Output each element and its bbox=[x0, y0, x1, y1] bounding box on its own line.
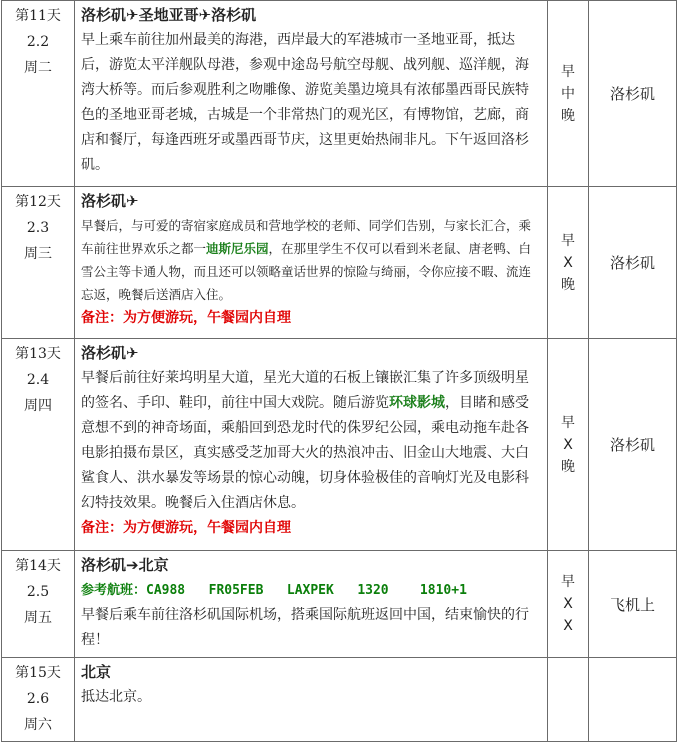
meal-breakfast: 早 bbox=[561, 63, 575, 80]
meal-dinner: X bbox=[563, 618, 573, 634]
day-label: 第13天 bbox=[15, 346, 61, 362]
day-cell bbox=[2, 551, 75, 658]
table-row bbox=[2, 187, 677, 339]
meals-cell bbox=[548, 1, 589, 187]
weekday: 周六 bbox=[24, 717, 52, 733]
description-part-a: 早餐后前往好莱坞明星大道，星光大道的石板上镶嵌汇集了许多顶级明星的签名、手印、鞋印，前往中国大戏院。随后游览 bbox=[81, 370, 529, 411]
route-title: 洛杉矶✈ bbox=[81, 344, 139, 362]
meals-cell bbox=[548, 658, 589, 742]
weekday: 周二 bbox=[24, 60, 52, 76]
meals-cell bbox=[548, 187, 589, 339]
meal-lunch: X bbox=[563, 596, 573, 612]
description-part-b: ，在那里学生不仅可以看到米老鼠、唐老鸭、白雪公主等卡通人物，而且还可以领略童话世界的惊险与绮丽，令你应接不暇、流连忘返，晚餐后送酒店入住。 bbox=[81, 241, 532, 302]
content-cell bbox=[75, 1, 548, 187]
hotel-cell: 洛杉矶 bbox=[589, 187, 677, 339]
content-cell bbox=[75, 658, 548, 742]
flight-info: 参考航班：CA988 FR05FEB LAXPEK 1320 1810+1 bbox=[81, 583, 467, 598]
meal-dinner: 晚 bbox=[561, 107, 575, 124]
description-part-a: 早餐后，与可爱的寄宿家庭成员和营地学校的老师、同学们告别，与家长汇合，乘车前往世界欢乐之都一 bbox=[81, 218, 532, 256]
content-cell bbox=[75, 551, 548, 658]
description bbox=[81, 366, 541, 516]
hotel-cell: 飞机上 bbox=[589, 551, 677, 658]
meal-breakfast: 早 bbox=[561, 414, 575, 431]
table-row bbox=[2, 339, 677, 551]
meal-dinner: 晚 bbox=[561, 458, 575, 475]
day-label: 第12天 bbox=[15, 194, 61, 210]
content-cell bbox=[75, 339, 548, 551]
content-cell bbox=[75, 187, 548, 339]
day-cell bbox=[2, 187, 75, 339]
table-row bbox=[2, 1, 677, 187]
description: 抵达北京。 bbox=[81, 689, 151, 705]
meals-cell bbox=[548, 551, 589, 658]
description-part-b: ，目睹和感受意想不到的神奇场面，乘船回到恐龙时代的侏罗纪公园，乘电动拖车赴各电影拍摄布景区，真实感受芝加哥大火的热浪冲击、旧金山大地震、大白鲨食人、洪水暴发等场景的惊心动魄，切身体验极佳的音响灯光及电影科幻特技效果。晚餐后入住酒店休息。 bbox=[81, 395, 529, 511]
date: 2.5 bbox=[26, 584, 50, 600]
weekday: 周五 bbox=[24, 610, 52, 626]
meals-cell bbox=[548, 339, 589, 551]
route-title: 洛杉矶➔北京 bbox=[81, 556, 169, 574]
note: 备注：为方便游玩，午餐园内自理 bbox=[81, 520, 291, 536]
day-label: 第15天 bbox=[15, 665, 61, 681]
route-title: 洛杉矶✈圣地亚哥✈洛杉矶 bbox=[81, 6, 257, 24]
itinerary-table bbox=[1, 0, 677, 742]
weekday: 周四 bbox=[24, 398, 52, 414]
highlight-attraction: 环球影城 bbox=[389, 395, 445, 411]
date: 2.2 bbox=[26, 34, 50, 50]
day-cell bbox=[2, 339, 75, 551]
highlight-attraction: 迪斯尼乐园 bbox=[206, 241, 269, 256]
table-row bbox=[2, 551, 677, 658]
date: 2.3 bbox=[26, 220, 50, 236]
meal-lunch: X bbox=[563, 254, 573, 271]
weekday: 周三 bbox=[24, 246, 52, 262]
date: 2.6 bbox=[26, 691, 50, 707]
day-cell bbox=[2, 658, 75, 742]
meal-breakfast: 早 bbox=[561, 574, 575, 590]
date: 2.4 bbox=[26, 372, 50, 388]
meal-breakfast: 早 bbox=[561, 232, 575, 249]
meal-lunch: X bbox=[563, 436, 573, 453]
route-title: 洛杉矶✈ bbox=[81, 192, 139, 210]
route-title: 北京 bbox=[81, 663, 112, 681]
hotel-cell: 洛杉矶 bbox=[589, 339, 677, 551]
day-cell bbox=[2, 1, 75, 187]
description bbox=[81, 214, 541, 306]
meal-dinner: 晚 bbox=[561, 276, 575, 293]
hotel-cell: 洛杉矶 bbox=[589, 1, 677, 187]
day-label: 第14天 bbox=[15, 558, 61, 574]
table-row bbox=[2, 658, 677, 742]
hotel-cell bbox=[589, 658, 677, 742]
meal-lunch: 中 bbox=[561, 85, 575, 102]
description: 早上乘车前往加州最美的海港，西岸最大的军港城市一圣地亚哥，抵达后，游览太平洋舰队母港，参观中途岛号航空母舰、战列舰、巡洋舰，海湾大桥等。而后参观胜利之吻雕像、游览美墨边境具有浓郁墨西哥民族特色的圣地亚哥老城，古城是一个非常热门的观光区，有博物馆，艺廊，商店和餐厅，每逢西班牙或墨西哥节庆，这里更始热闹非凡。下午返回洛杉矶。 bbox=[81, 32, 529, 173]
description: 早餐后乘车前往洛杉矶国际机场，搭乘国际航班返回中国，结束愉快的行程！ bbox=[81, 607, 529, 648]
day-label: 第11天 bbox=[15, 8, 61, 24]
note: 备注：为方便游玩，午餐园内自理 bbox=[81, 310, 291, 326]
